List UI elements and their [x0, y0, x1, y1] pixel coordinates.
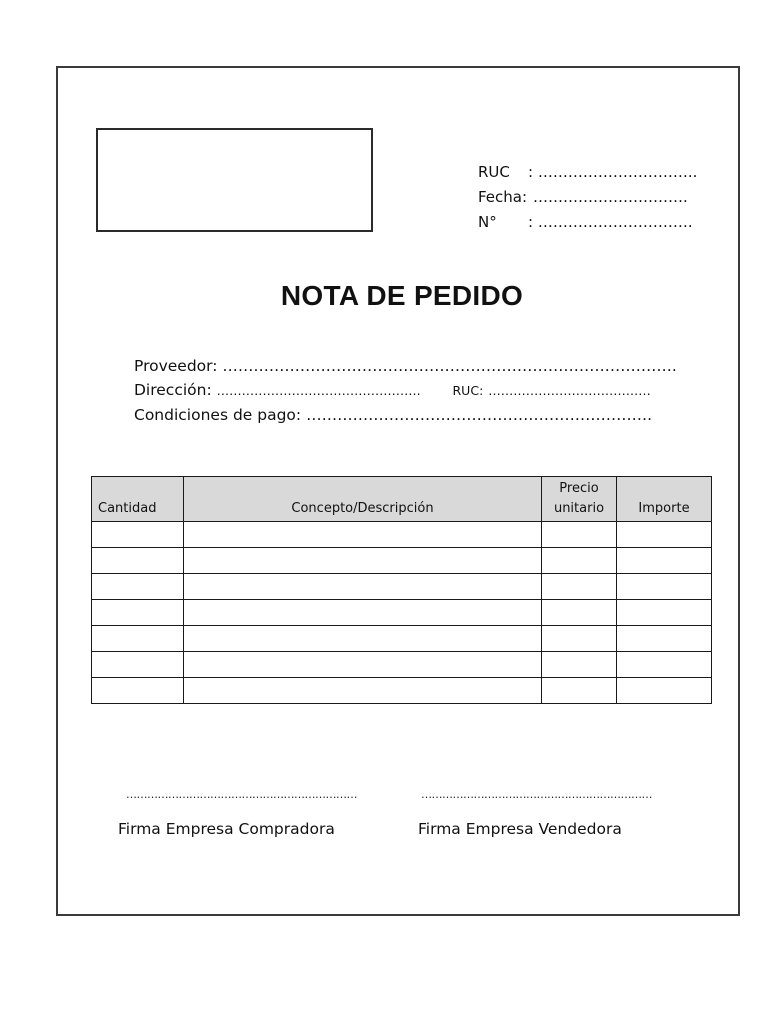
table-cell	[617, 652, 712, 678]
fecha-label: Fecha:	[478, 188, 528, 206]
table-cell	[92, 600, 184, 626]
table-body	[92, 522, 712, 704]
numero-row	[478, 210, 728, 235]
table-cell	[617, 678, 712, 704]
table-cell	[92, 522, 184, 548]
table-cell	[92, 574, 184, 600]
header-importe: Importe	[617, 477, 712, 522]
document-title: NOTA DE PEDIDO	[280, 280, 524, 311]
header-precio-line2: unitario	[553, 501, 605, 516]
numero-label: N°	[478, 213, 497, 231]
header-precio-unitario	[542, 477, 617, 522]
table-cell	[184, 626, 542, 652]
table-cell	[92, 548, 184, 574]
table-cell	[617, 574, 712, 600]
table-cell	[542, 678, 617, 704]
vendedora-signature-label: Firma Empresa Vendedora	[418, 820, 622, 838]
proveedor-label: Proveedor:	[134, 357, 218, 375]
logo-placeholder-box	[96, 128, 373, 232]
table-cell	[92, 652, 184, 678]
table-row	[92, 600, 712, 626]
table-row	[92, 678, 712, 704]
direccion-value: ………………………………………….	[216, 383, 421, 398]
table-row	[92, 574, 712, 600]
direccion-label: Dirección:	[134, 381, 212, 399]
order-fields	[134, 354, 694, 427]
ruc-label: RUC	[478, 163, 510, 181]
direccion-row	[134, 378, 694, 403]
table-cell	[617, 626, 712, 652]
table-cell	[542, 626, 617, 652]
table-cell	[542, 522, 617, 548]
table-cell	[92, 626, 184, 652]
ruc-row	[478, 160, 728, 185]
numero-value: : ………………………….	[528, 213, 693, 231]
table-cell	[92, 678, 184, 704]
compradora-signature-label: Firma Empresa Compradora	[118, 820, 335, 838]
vendedora-signature-line: …………………………………………………………	[421, 788, 652, 801]
proveedor-value: …………………………………………………………………………….	[222, 357, 677, 375]
table-cell	[617, 522, 712, 548]
table-cell	[184, 574, 542, 600]
header-info	[478, 160, 728, 235]
table-cell	[184, 548, 542, 574]
table-cell	[542, 548, 617, 574]
ruc-field-value: …………………………………	[488, 383, 651, 398]
fecha-row	[478, 185, 728, 210]
condiciones-label: Condiciones de pago:	[134, 406, 302, 424]
table-cell	[542, 652, 617, 678]
table-row	[92, 522, 712, 548]
ruc-field-label: RUC:	[452, 383, 484, 398]
table-cell	[542, 600, 617, 626]
table-row	[92, 548, 712, 574]
table-row	[92, 652, 712, 678]
table-header-row	[92, 477, 712, 522]
table-cell	[184, 652, 542, 678]
table-cell	[184, 678, 542, 704]
header-concepto: Concepto/Descripción	[184, 477, 542, 522]
compradora-signature-line: …………………………………………………………	[126, 788, 357, 801]
order-table	[91, 476, 712, 704]
table-cell	[184, 600, 542, 626]
table-cell	[617, 600, 712, 626]
table-cell	[542, 574, 617, 600]
table-row	[92, 626, 712, 652]
ruc-value: : …………………………..	[528, 163, 698, 181]
proveedor-row	[134, 354, 694, 378]
condiciones-row	[134, 403, 694, 427]
condiciones-value: ………………………………………………………….	[306, 406, 653, 424]
table-cell	[184, 522, 542, 548]
fecha-value: ………………………….	[533, 188, 688, 206]
header-cantidad: Cantidad	[92, 477, 184, 522]
table-cell	[617, 548, 712, 574]
header-precio-line1: Precio	[559, 481, 599, 496]
